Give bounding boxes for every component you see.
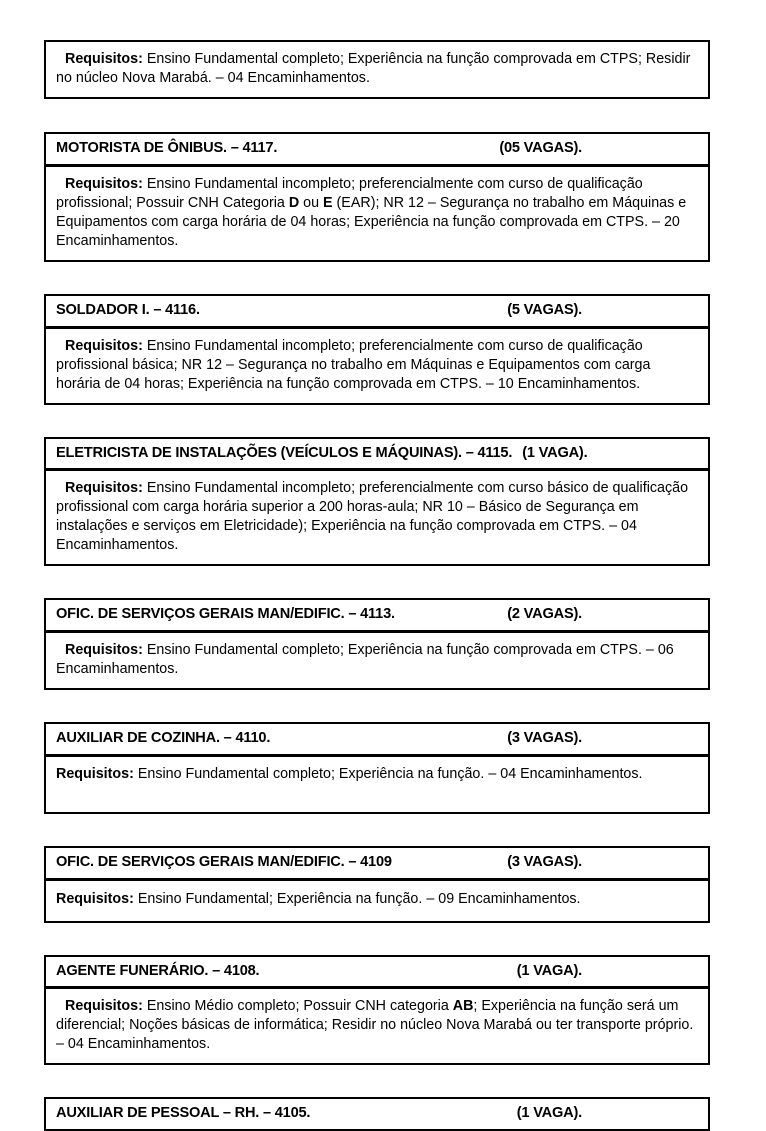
job-requirements: Requisitos: Ensino Fundamental; Experiência na função. – 09 Encaminhamentos. (44, 880, 710, 923)
job-requirements: Requisitos: Ensino Fundamental completo; Experiência na função comprovada em CTPS; Residir no núcleo Nova Marabá. – 04 Encaminhamentos. (44, 40, 710, 99)
vacancy-block (44, 132, 710, 262)
job-requirements: Requisitos: Ensino Fundamental incompleto; preferencialmente com curso de qualificação profissional básica; NR 12 – Segurança no trabalho em Máquinas e Equipamentos com carga horária de 04 horas; Experiência na função comprovada em CTPS. – 10 Encaminhamentos. (44, 328, 710, 405)
vacancy-count: (1 VAGA). (516, 962, 582, 979)
job-title: OFIC. DE SERVIÇOS GERAIS MAN/EDIFIC. – 4109 (56, 853, 392, 870)
job-title: ELETRICISTA DE INSTALAÇÕES (VEÍCULOS E MÁQUINAS). – 4115. (56, 444, 513, 461)
vacancy-count: (05 VAGAS). (499, 140, 582, 156)
vacancy-count: (3 VAGAS). (507, 853, 582, 870)
job-header (44, 437, 710, 471)
vacancy-block (44, 1097, 710, 1131)
vacancy-list (44, 40, 710, 1131)
vacancy-block (44, 294, 710, 405)
job-header (44, 294, 710, 328)
job-header (44, 846, 710, 880)
job-title: AGENTE FUNERÁRIO. – 4108. (56, 962, 260, 979)
vacancy-block (44, 437, 710, 567)
job-title: MOTORISTA DE ÔNIBUS. – 4117. (56, 140, 278, 156)
job-title: OFIC. DE SERVIÇOS GERAIS MAN/EDIFIC. – 4113. (56, 606, 395, 623)
job-header (44, 1097, 710, 1131)
vacancy-block (44, 955, 710, 1066)
job-requirements: Requisitos: Ensino Fundamental completo; Experiência na função comprovada em CTPS. – 06 Encaminhamentos. (44, 632, 710, 690)
vacancy-block (44, 846, 710, 923)
job-header (44, 132, 710, 166)
job-title: SOLDADOR I. – 4116. (56, 301, 200, 318)
vacancy-count: (1 VAGA). (522, 444, 588, 461)
job-title: AUXILIAR DE PESSOAL – RH. – 4105. (56, 1105, 311, 1122)
vacancy-block (44, 598, 710, 690)
job-requirements: Requisitos: Ensino Fundamental incompleto; preferencialmente com curso de qualificação profissional; Possuir CNH Categoria D ou E (EAR); NR 12 – Segurança no trabalho em Máquinas e Equipamentos com carga horária de 04 horas; Experiência na função comprovada em CTPS. – 20 Encaminhamentos. (44, 166, 710, 262)
vacancy-block (44, 722, 710, 814)
job-title: AUXILIAR DE COZINHA. – 4110. (56, 730, 271, 747)
vacancy-count: (1 VAGA). (516, 1105, 582, 1122)
vacancy-count: (5 VAGAS). (507, 301, 582, 318)
job-requirements: Requisitos: Ensino Médio completo; Possuir CNH categoria AB; Experiência na função será um diferencial; Noções básicas de informática; Residir no núcleo Nova Marabá ou ter transporte próprio. – 04 Encaminhamentos. (44, 988, 710, 1065)
vacancy-count: (3 VAGAS). (507, 730, 582, 747)
job-header (44, 955, 710, 989)
job-requirements: Requisitos: Ensino Fundamental incompleto; preferencialmente com curso básico de qualificação profissional com carga horária superior a 200 horas-aula; NR 10 – Básico de Segurança em instalações e serviços em Eletricidade); Experiência na função comprovada em CTPS. – 04 Encaminhamentos. (44, 470, 710, 566)
job-header (44, 598, 710, 632)
vacancy-count: (2 VAGAS). (507, 606, 582, 623)
job-header (44, 722, 710, 756)
vacancy-block (44, 40, 710, 99)
job-requirements: Requisitos: Ensino Fundamental completo; Experiência na função. – 04 Encaminhamentos. (44, 756, 710, 814)
